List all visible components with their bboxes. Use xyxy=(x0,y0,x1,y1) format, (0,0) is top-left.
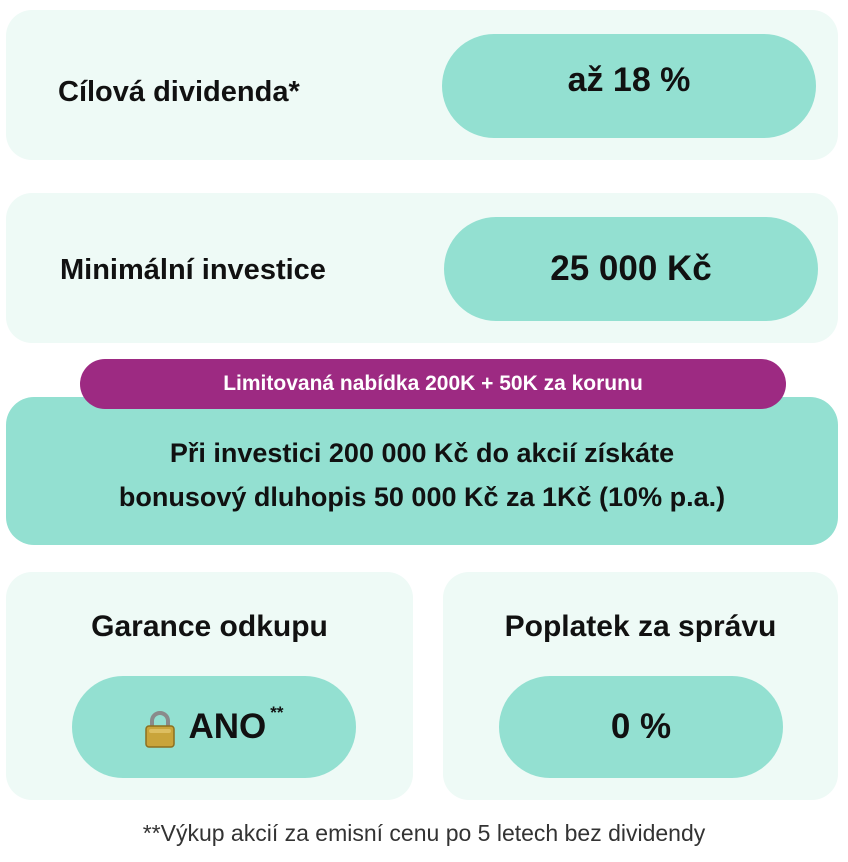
management-fee-value: 0 % xyxy=(499,676,783,778)
buyback-guarantee-text: ANO xyxy=(188,707,267,746)
lock-icon xyxy=(144,710,176,748)
footnote: **Výkup akcií za emisní cenu po 5 letech bez dividendy xyxy=(142,820,706,846)
offer-text xyxy=(6,431,838,519)
offer-box xyxy=(6,397,838,545)
offer-line-1: Při investici 200 000 Kč do akcií získáte xyxy=(169,438,675,468)
buyback-guarantee-value xyxy=(72,676,356,778)
minimum-investment-card xyxy=(6,193,838,343)
footnote-marker: ** xyxy=(270,703,284,722)
target-dividend-label: Cílová dividenda* xyxy=(58,76,300,108)
target-dividend-card xyxy=(6,10,838,160)
offer-line-2: bonusový dluhopis 50 000 Kč za 1Kč (10% p.a.) xyxy=(118,482,726,512)
minimum-investment-label: Minimální investice xyxy=(60,254,326,286)
minimum-investment-value: 25 000 Kč xyxy=(444,217,818,321)
management-fee-card xyxy=(443,572,838,800)
limited-offer-badge: Limitovaná nabídka 200K + 50K za korunu xyxy=(80,359,786,409)
target-dividend-value: až 18 % xyxy=(442,34,816,138)
management-fee-label: Poplatek za správu xyxy=(504,610,777,643)
buyback-guarantee-label: Garance odkupu xyxy=(91,610,328,643)
buyback-guarantee-card xyxy=(6,572,413,800)
